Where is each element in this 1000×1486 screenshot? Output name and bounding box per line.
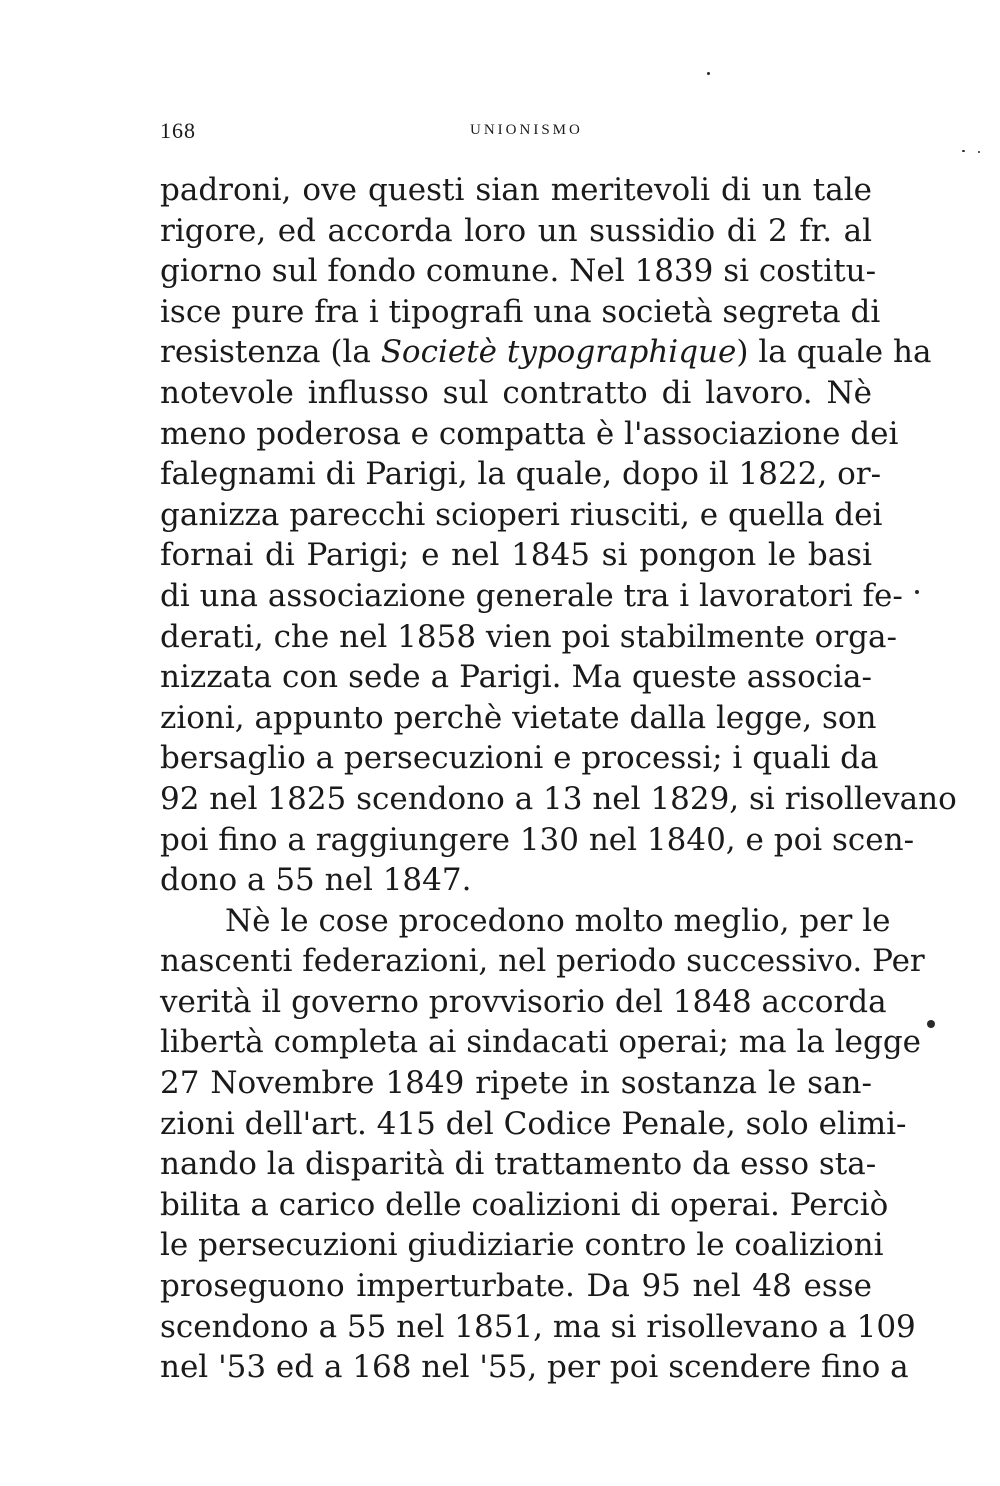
text-line: poi fino a raggiungere 130 nel 1840, e poi scen- [160, 821, 915, 858]
scan-speck [927, 1020, 935, 1028]
text-line: verità il governo provvisorio del 1848 accorda [160, 983, 887, 1020]
text-line: rigore, ed accorda loro un sussidio di 2 fr. al [160, 212, 872, 249]
text-line: bilita a carico delle coalizioni di operai. Perciò [160, 1186, 889, 1223]
text-line: padroni, ove questi sian meritevoli di un tale [160, 172, 872, 208]
text-line: le persecuzioni giudiziarie contro le coalizioni [160, 1227, 884, 1264]
text-line: nascenti federazioni, nel periodo successivo. Per [160, 943, 925, 980]
paragraph-end-line: dono a 55 nel 1847. [160, 862, 472, 899]
text-line: nando la disparità di trattamento da esso sta- [160, 1146, 877, 1183]
running-head [160, 118, 880, 148]
text-line: ganizza parecchi scioperi riusciti, e quella dei [160, 496, 883, 533]
scan-speck [915, 590, 919, 594]
text-line: giorno sul fondo comune. Nel 1839 si costitu- [160, 253, 877, 290]
page-number: 168 [160, 118, 196, 143]
text-line: fornai di Parigi; e nel 1845 si pongon le basi [160, 537, 872, 574]
text-body [160, 170, 957, 1388]
text-line: meno poderosa e compatta è l'associazione dei [160, 415, 899, 452]
running-title: UNIONISMO [470, 122, 583, 138]
text-line: nizzata con sede a Parigi. Ma queste associa- [160, 659, 872, 696]
text-line: notevole influsso sul contratto di lavoro. Nè [160, 374, 872, 411]
text-line: 92 nel 1825 scendono a 13 nel 1829, si risollevano [160, 780, 957, 817]
text-line: bersaglio a persecuzioni e processi; i quali da [160, 740, 879, 777]
text-line: nel '53 ed a 168 nel '55, per poi scendere fino a [160, 1349, 909, 1386]
italic-title: Societè typographique [380, 334, 737, 371]
scan-speck [962, 150, 965, 152]
paragraph-start-line: Nè le cose procedono molto meglio, per le [225, 902, 891, 939]
text-line: derati, che nel 1858 vien poi stabilmente orga- [160, 618, 897, 655]
scan-speck [978, 151, 980, 153]
text-line: 27 Novembre 1849 ripete in sostanza le san- [160, 1065, 872, 1102]
text-line: resistenza (la Societè typographique) la quale ha [160, 334, 932, 371]
scan-speck [707, 72, 710, 75]
text-line: falegnami di Parigi, la quale, dopo il 1822, or- [160, 456, 882, 493]
text-line: isce pure fra i tipografi una società segreta di [160, 293, 881, 330]
text-line: libertà completa ai sindacati operai; ma la legge [160, 1024, 922, 1061]
text-line: proseguono imperturbate. Da 95 nel 48 esse [160, 1268, 872, 1305]
text-line: scendono a 55 nel 1851, ma si risollevano a 109 [160, 1308, 916, 1345]
text-line: zioni, appunto perchè vietate dalla legge, son [160, 699, 877, 736]
text-line: di una associazione generale tra i lavoratori fe- [160, 577, 903, 614]
text-line: zioni dell'art. 415 del Codice Penale, solo elimi- [160, 1105, 907, 1142]
